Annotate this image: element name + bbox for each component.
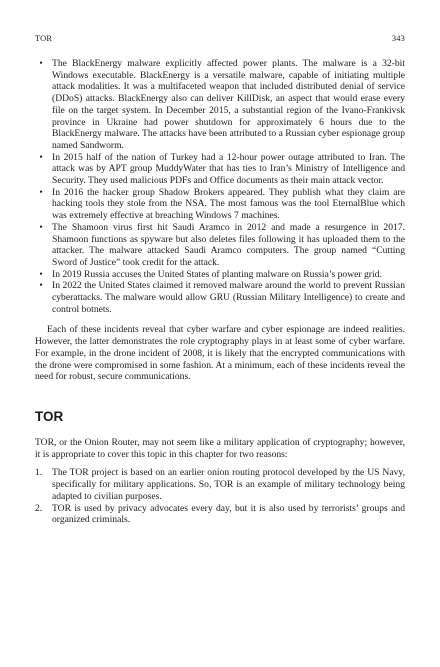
bullet-marker: • — [39, 186, 43, 198]
page-body — [35, 58, 405, 526]
bullet-marker: • — [39, 221, 43, 233]
reason-text: The TOR project is based on an earlier onion routing protocol developed by the US Navy, specifically for military applications. So, TOR is an example of military technology being adapted to civilian purposes. — [52, 467, 405, 502]
summary-paragraph: Each of these incidents reveal that cyber warfare and cyber espionage are indeed realities. However, the latter demonstrates the role cryptography plays in at least some of cyber warfare. For example, in the drone incident of 2008, it is likely that the encrypted communications with the drone were compromised in some fashion. At a minimum, each of these incidents reveal the need for robust, secure communications. — [35, 324, 405, 383]
reason-item — [35, 467, 405, 502]
bullet-text: In 2016 the hacker group Shadow Brokers appeared. They publish what they claim are hacking tools they stole from the NSA. The most famous was the tool EternalBlue which was extremely effective at breaching Windows 7 machines. — [52, 186, 405, 222]
bullet-marker: • — [39, 280, 43, 292]
bullet-text: In 2019 Russia accuses the United States of planting malware on Russia’s power grid. — [52, 268, 382, 280]
bullet-item-russia-power-grid — [35, 269, 405, 281]
bullet-text: In 2015 half of the nation of Turkey had a 12-hour power outage attributed to Iran. The attack was by APT group MuddyWater that has ties to Iran’s Ministry of Intelligence and Security. They used malicious PDFs and Office documents as their main attack vector. — [52, 151, 405, 187]
reasons-numbered-list — [35, 467, 405, 526]
bullet-item-turkey-outage — [35, 152, 405, 187]
reason-number: 2. — [35, 502, 43, 514]
incident-bullet-list — [35, 58, 405, 315]
bullet-item-shadow-brokers — [35, 187, 405, 222]
bullet-item-gru-botnets — [35, 280, 405, 315]
running-header-title: TOR — [35, 34, 53, 43]
section-heading: TOR — [35, 408, 64, 424]
running-header — [35, 34, 405, 43]
page-number: 343 — [391, 34, 405, 43]
bullet-text: The Shamoon virus first hit Saudi Aramco in 2012 and made a resurgence in 2017. Shamoon functions as spyware but also deletes files following it has uploaded them to the attacker. The malware attacked Saudi Aramco computers. The group named “Cutting Sword of Justice” took credit for the attack. — [52, 221, 405, 268]
bullet-marker: • — [39, 58, 43, 69]
bullet-text: In 2022 the United States claimed it removed malware around the world to prevent Russian cyberattacks. The malware would allow GRU (Russian Military Intelligence) to create and control botnets. — [52, 280, 405, 315]
section-intro-paragraph: TOR, or the Onion Router, may not seem like a military application of cryptography; however, it is appropriate to cover this topic in this chapter for two reasons: — [35, 436, 405, 460]
reason-item — [35, 503, 405, 526]
bullet-text: The BlackEnergy malware explicitly affected power plants. The malware is a 32-bit Windows executable. BlackEnergy is a versatile malware, capable of initiating multiple attack modalities. It was a multifaceted weapon that included distributed denial of service (DDoS) attacks. BlackEnergy also can deliver KillDisk, an aspect that would erase every file on the target system. In December 2015, a substantial region of the Ivano-Frankivsk province in Ukraine had power shutdown for approximately 6 hours due to the BlackEnergy malware. The attacks have been attributed to a Russian cyber espionage group named Sandworm. — [52, 58, 405, 151]
reason-number: 1. — [35, 467, 43, 479]
bullet-marker: • — [39, 151, 43, 163]
bullet-item-shamoon — [35, 222, 405, 269]
bullet-item-blackenergy — [35, 58, 405, 152]
bullet-marker: • — [39, 268, 43, 280]
reason-text: TOR is used by privacy advocates every day, but it is also used by terrorists’ groups and organized criminals. — [52, 502, 405, 526]
